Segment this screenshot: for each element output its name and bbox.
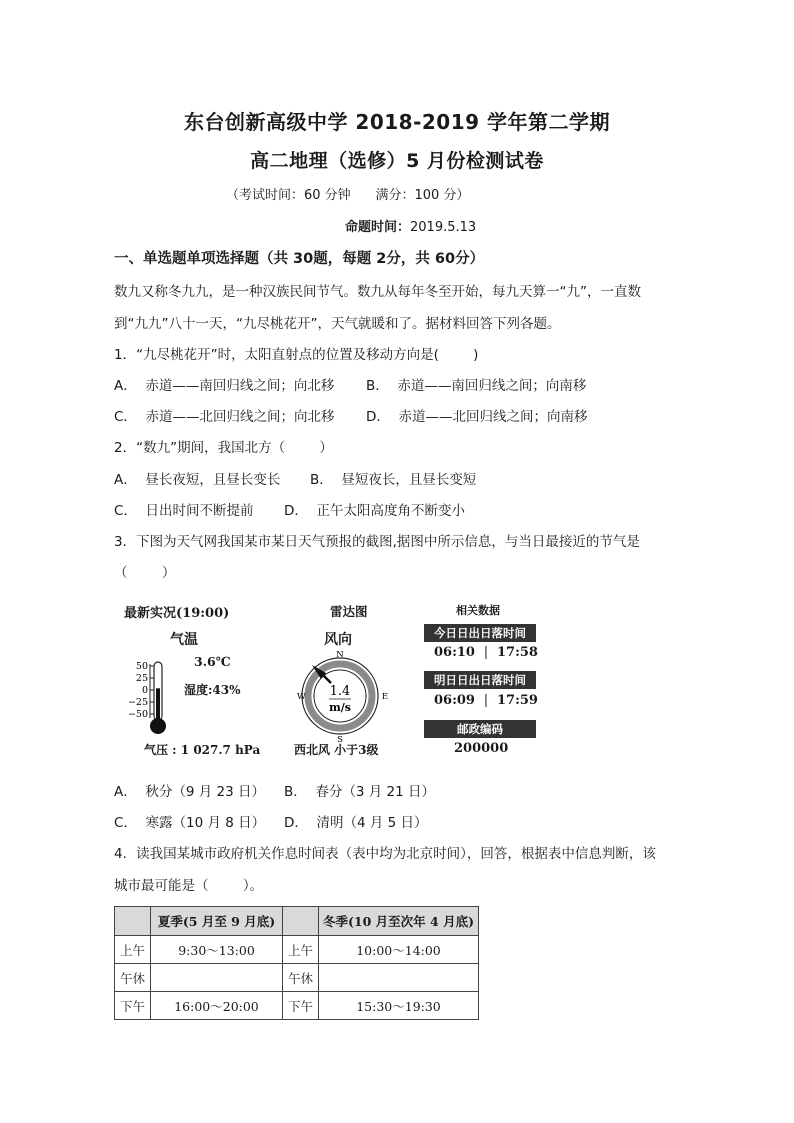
thermo-tick-neg25: −25 [127,697,148,708]
q3-option-c: C． 寒露（10 月 8 日） [114,815,266,831]
q2-option-c: C． 日出时间不断提前 [114,503,254,519]
table-header-row [115,907,479,936]
weather-figure [114,596,554,766]
today-separator: | [483,645,489,660]
wind-speed-value: 1.4 [329,684,351,699]
tomorrow-separator: | [483,693,489,708]
q1-option-d: D． 赤道——北回归线之间；向南移 [366,409,588,425]
q3-option-a: A． 秋分（9 月 23 日） [114,784,265,800]
q2-stem: 2．“数九”期间，我国北方（ ） [114,440,333,456]
table-header-cell: 冬季(10 月至次年 4 月底) [319,907,479,936]
wind-speed-unit: m/s [329,701,351,714]
table-cell: 15:30～19:30 [319,992,479,1020]
table-header-cell: 夏季(5 月至 9 月底) [151,907,283,936]
humidity-value: 湿度:43% [184,683,241,697]
q3-stem-line-1: 3．下图为天气网我国某市某日天气预报的截图,据图中所示信息，与当日最接近的节气是 [114,534,640,550]
today-sun-times-label: 今日日出日落时间 [424,624,536,642]
thermo-tick-25: 25 [135,673,148,684]
table-cell: 16:00～20:00 [151,992,283,1020]
q4-stem-line-2: 城市最可能是（ ）。 [114,878,264,894]
q2-option-b: B． 昼短夜长，且昼长变短 [310,472,477,488]
postal-code-value: 200000 [454,741,509,756]
thermo-tick-neg50: −50 [127,709,148,720]
table-header-cell [283,907,319,936]
thermometer-ticks [150,666,154,714]
table-row [115,936,479,964]
today-sunset: 17:58 [496,645,538,660]
tomorrow-sunrise: 06:09 [434,693,475,708]
q2-option-a: A． 昼长夜短，且昼长变长 [114,472,281,488]
wind-description: 西北风 小于3级 [294,743,379,757]
thermometer-icon [114,656,184,736]
table-header-cell [115,907,151,936]
compass-east: E [381,692,389,702]
tomorrow-sun-times-label: 明日日出日落时间 [424,671,536,689]
thermometer-fill [156,688,160,723]
q3-stem-line-2: （ ） [114,565,176,581]
intro-line-1: 数九又称冬九九，是一种汉族民间节气。数九从每年冬至开始，每九天算一“九”，一直数 [114,284,641,300]
date-value: 2019.5.13 [410,220,477,235]
table-cell: 下午 [283,992,319,1020]
compass-west: W [297,692,306,702]
temperature-value: 3.6℃ [194,654,231,669]
table-cell: 午休 [115,964,151,992]
exam-date [345,216,476,235]
exam-info: （考试时间：60 分钟 满分：100 分） [226,188,470,203]
pressure-value: 气压 : 1 027.7 hPa [144,743,261,757]
table-cell: 下午 [115,992,151,1020]
temperature-label: 气温 [170,632,198,648]
table-cell: 10:00～14:00 [319,936,479,964]
live-conditions-title: 最新实况(19:00) [124,606,230,621]
q1-option-c: C． 赤道——北回归线之间；向北移 [114,409,335,425]
intro-line-2: 到“九九”八十一天，“九尽桃花开”，天气就暖和了。据材料回答下列各题。 [114,316,561,332]
thermo-tick-0: 0 [141,685,148,696]
related-data-title: 相关数据 [456,604,500,617]
q3-option-b: B． 春分（3 月 21 日） [284,784,435,800]
table-cell: 上午 [283,936,319,964]
q4-stem-line-1: 4．读我国某城市政府机关作息时间表（表中均为北京时间），回答，根据表中信息判断，该 [114,846,656,862]
wind-compass [296,649,390,743]
table-cell: 午休 [283,964,319,992]
exam-subtitle: 高二地理（选修）5 月份检测试卷 [250,150,544,172]
table-cell: 9:30～13:00 [151,936,283,964]
table-row [115,964,479,992]
tomorrow-sunset: 17:59 [496,693,538,708]
table-cell [319,964,479,992]
tomorrow-sun-times [434,693,538,708]
table-row [115,992,479,1020]
schedule-table [114,906,479,1020]
q2-option-d: D． 正午太阳高度角不断变小 [284,503,465,519]
thermo-tick-50: 50 [135,661,148,672]
q1-option-b: B． 赤道——南回归线之间；向南移 [366,378,587,394]
date-label: 命题时间： [345,220,411,235]
table-cell [151,964,283,992]
q3-option-d: D． 清明（4 月 5 日） [284,815,428,831]
q1-stem: 1．“九尽桃花开”时，太阳直射点的位置及移动方向是( ) [114,347,479,363]
q1-option-a: A． 赤道——南回归线之间；向北移 [114,378,335,394]
thermometer-bulb [150,718,166,734]
section-heading: 一、单选题单项选择题（共 30题，每题 2分，共 60分） [114,251,485,267]
radar-title: 雷达图 [330,604,368,619]
postal-code-label: 邮政编码 [424,720,536,738]
compass-north: N [336,650,344,660]
today-sun-times [434,645,538,660]
compass-south: S [337,735,343,743]
table-cell: 上午 [115,936,151,964]
exam-title: 东台创新高级中学 2018-2019 学年第二学期 [183,110,611,134]
wind-direction-label: 风向 [324,632,352,648]
today-sunrise: 06:10 [434,645,475,660]
